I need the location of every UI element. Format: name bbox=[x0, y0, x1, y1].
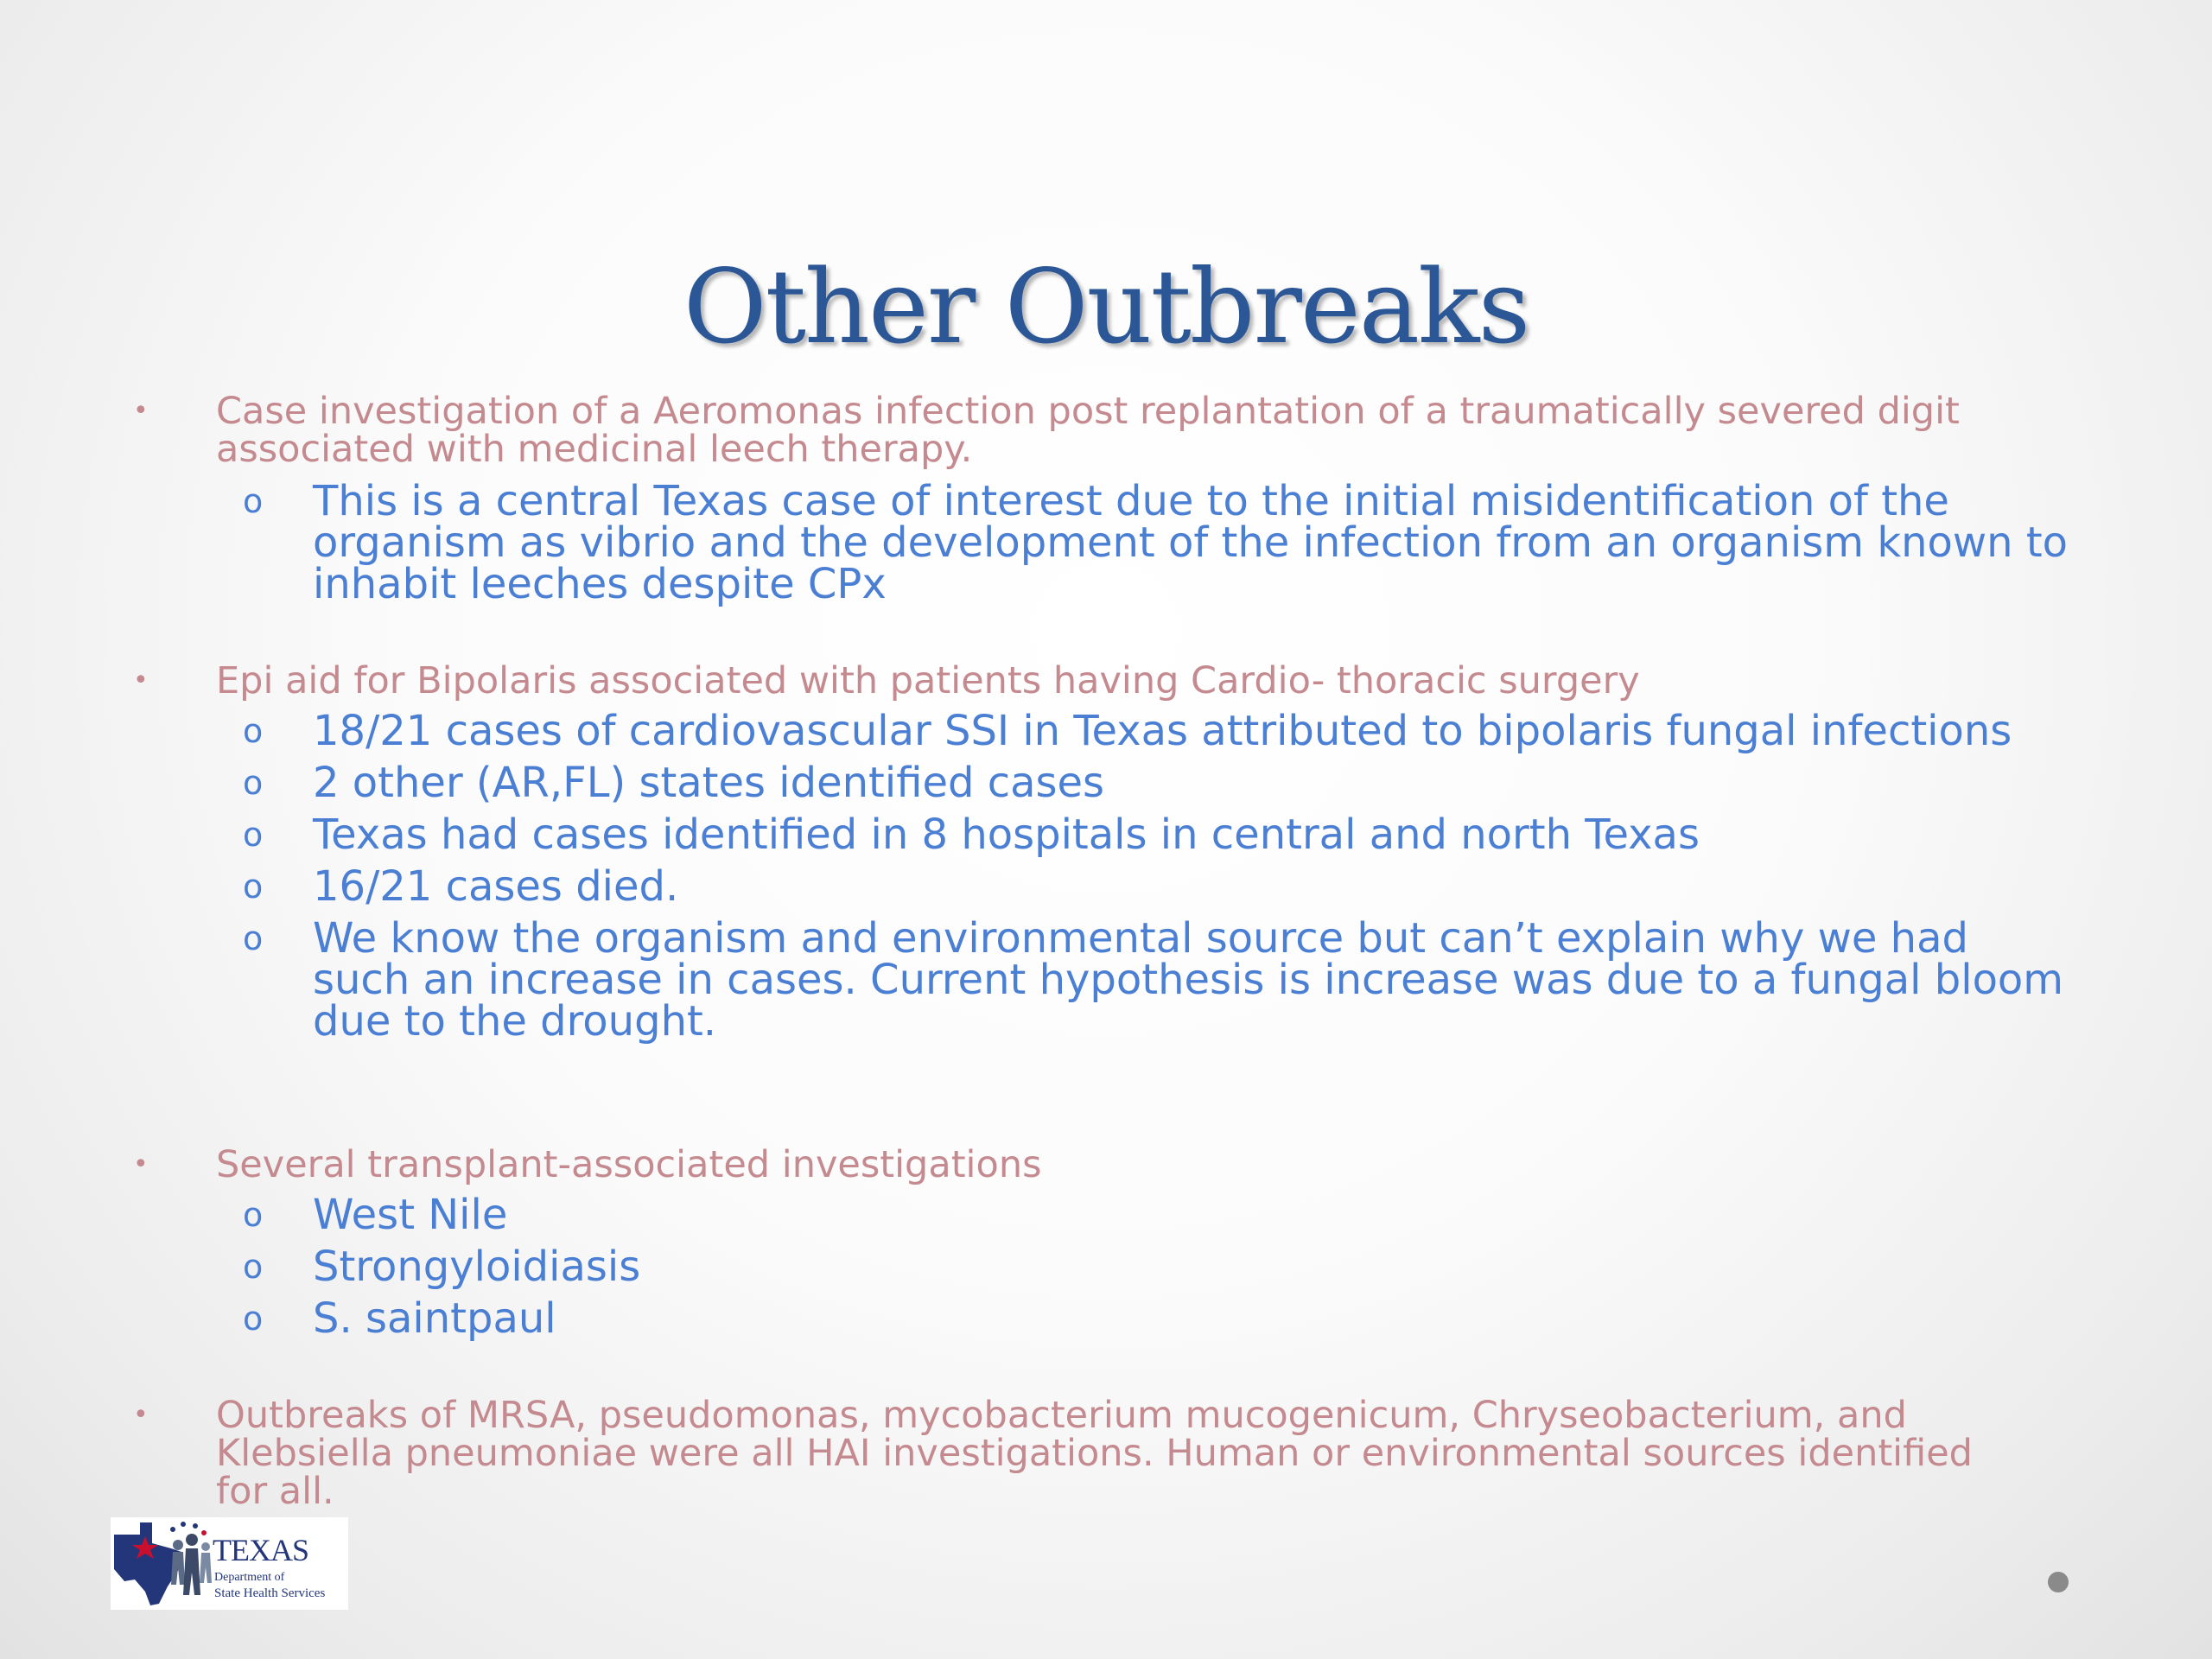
bullet-dot: • bbox=[133, 1400, 149, 1430]
logo-texas-text: TEXAS bbox=[213, 1533, 308, 1567]
sub-bullet-text-line: S. saintpaul bbox=[313, 1294, 556, 1343]
sub-bullet-marker: o bbox=[243, 919, 264, 957]
logo-agency-text: State Health Services bbox=[214, 1586, 326, 1600]
sub-bullet-marker: o bbox=[243, 764, 264, 802]
slide-title: Other Outbreaks bbox=[683, 247, 1529, 366]
sub-bullet-marker: o bbox=[243, 816, 264, 854]
slide-indicator-dot bbox=[2048, 1572, 2069, 1592]
sub-bullet-text-line: inhabit leeches despite CPx bbox=[313, 560, 887, 608]
sub-bullet-text-line: Texas had cases identified in 8 hospitals in central and north Texas bbox=[313, 810, 1700, 859]
sub-bullet-text-line: Strongyloidiasis bbox=[313, 1243, 641, 1291]
sub-bullet-marker: o bbox=[243, 1196, 264, 1234]
bullet-dot: • bbox=[133, 396, 149, 426]
sub-bullet-marker: o bbox=[243, 712, 264, 750]
sub-bullet-text-line: 2 other (AR,FL) states identified cases bbox=[313, 759, 1105, 807]
sub-bullet-marker: o bbox=[243, 1300, 264, 1338]
bullet-text-line: associated with medicinal leech therapy. bbox=[216, 428, 973, 471]
texas-dshs-logo bbox=[111, 1517, 348, 1610]
sub-bullet-text-line: This is a central Texas case of interest due to the initial misidentification of the bbox=[313, 477, 1949, 525]
bullet-text-line: for all. bbox=[216, 1470, 334, 1513]
bullet-dot: • bbox=[133, 665, 149, 696]
bullet-text-line: Case investigation of a Aeromonas infection post replantation of a traumatically severed digit bbox=[216, 390, 1960, 433]
bullet-text-line: Klebsiella pneumoniae were all HAI investigations. Human or environmental sources identified bbox=[216, 1432, 1973, 1475]
logo-department-text: Department of bbox=[214, 1571, 285, 1584]
sub-bullet-text-line: such an increase in cases. Current hypothesis is increase was due to a fungal bloom bbox=[313, 956, 2064, 1004]
sub-bullet-text-line: organism as vibrio and the development of the infection from an organism known to bbox=[313, 518, 2069, 567]
sub-bullet-text-line: 16/21 cases died. bbox=[313, 862, 679, 911]
sub-bullet-text-line: 18/21 cases of cardiovascular SSI in Texas attributed to bipolaris fungal infections bbox=[313, 707, 2012, 755]
sub-bullet-marker: o bbox=[243, 1248, 264, 1286]
sub-bullet-marker: o bbox=[243, 868, 264, 906]
bullet-text-line: Epi aid for Bipolaris associated with patients having Cardio- thoracic surgery bbox=[216, 659, 1640, 702]
bullet-dot: • bbox=[133, 1149, 149, 1179]
bullet-text-line: Several transplant-associated investigations bbox=[216, 1143, 1042, 1186]
sub-bullet-text-line: due to the drought. bbox=[313, 997, 717, 1046]
sub-bullet-marker: o bbox=[243, 482, 264, 520]
sub-bullet-text-line: West Nile bbox=[313, 1191, 508, 1239]
sub-bullet-text-line: We know the organism and environmental source but can’t explain why we had bbox=[313, 914, 1968, 963]
bullet-text-line: Outbreaks of MRSA, pseudomonas, mycobacterium mucogenicum, Chryseobacterium, and bbox=[216, 1394, 1907, 1437]
